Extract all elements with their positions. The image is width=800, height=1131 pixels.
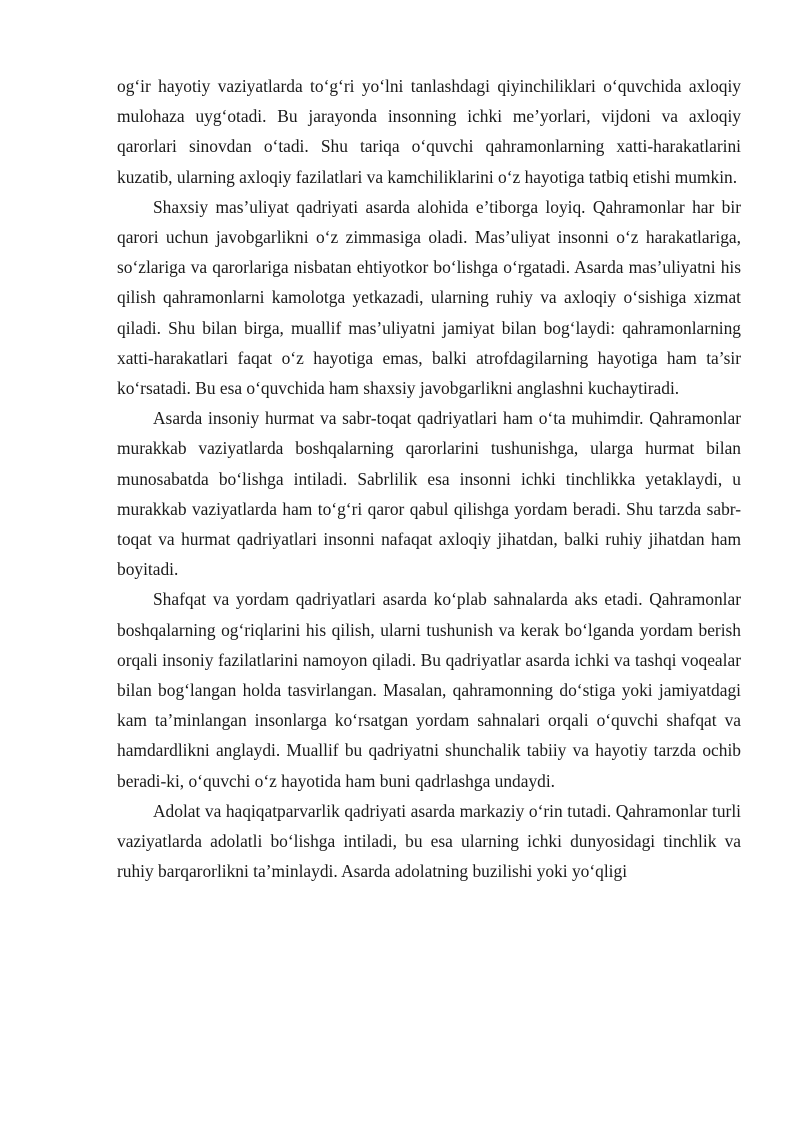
paragraph-justice-truth: Adolat va haqiqatparvarlik qadriyati asarda markaziy o‘rin tutadi. Qahramonlar turli vaziyatlarda adolatli bo‘lishga intiladi, bu esa ularning ichki dunyosidagi tinchlik va ruhiy barqarorlikni ta’minlaydi. Asarda adolatning buzilishi yoki yo‘qligi bbox=[117, 800, 741, 882]
document-page bbox=[117, 71, 741, 886]
paragraph-respect-patience: Asarda insoniy hurmat va sabr-toqat qadriyatlari ham o‘ta muhimdir. Qahramonlar murakkab vaziyatlarda boshqalarning qarorlarini tushunishga, ularga hurmat bilan munosabatda bo‘lishga intiladi. Sabrlilik esa insonni ichki tinchlikka yetaklaydi, u murakkab vaziyatlarda ham to‘g‘ri qaror qabul qilishga yordam beradi. Shu tarzda sabr-toqat va hurmat qadriyatlari insonni nafaqat axloqiy jihatdan, balki ruhiy jihatdan ham boyitadi. bbox=[117, 408, 741, 580]
paragraph-personal-responsibility: Shaxsiy mas’uliyat qadriyati asarda alohida e’tiborga loyiq. Qahramonlar har bir qarori uchun javobgarlikni o‘z zimmasiga oladi. Mas’uliyat insonni o‘z harakatlariga, so‘zlariga va qarorlariga nisbatan ehtiyotkor bo‘lishga o‘rgatadi. Asarda mas’uliyatni his qilish qahramonlarni kamolotga yetkazadi, ularning ruhiy va axloqiy o‘sishiga xizmat qiladi. Shu bilan birga, muallif mas’uliyatni jamiyat bilan bog‘laydi: qahramonlarning xatti-harakatlari faqat o‘z hayotiga emas, balki atrofdagilarning hayotiga ham ta’sir ko‘rsatadi. Bu esa o‘quvchida ham shaxsiy javobgarlikni anglashni kuchaytiradi. bbox=[117, 196, 741, 399]
paragraph-continuation: og‘ir hayotiy vaziyatlarda to‘g‘ri yo‘lni tanlashdagi qiyinchiliklari o‘quvchida axloqiy mulohaza uyg‘otadi. Bu jarayonda insonning ichki me’yorlari, vijdoni va axloqiy qarorlari sinovdan o‘tadi. Shu tariqa o‘quvchi qahramonlarning xatti-harakatlarini kuzatib, ularning axloqiy fazilatlari va kamchiliklarini o‘z hayotiga tatbiq etishi mumkin. bbox=[117, 76, 741, 187]
paragraph-compassion-help: Shafqat va yordam qadriyatlari asarda ko‘plab sahnalarda aks etadi. Qahramonlar boshqalarning og‘riqlarini his qilish, ularni tushunish va kerak bo‘lganda yordam berish orqali insoniy fazilatlarini namoyon qiladi. Bu qadriyatlar asarda ichki va tashqi voqealar bilan bog‘langan holda tasvirlangan. Masalan, qahramonning do‘stiga yoki jamiyatdagi kam ta’minlangan insonlarga ko‘rsatgan yordam sahnalari orqali o‘quvchi shafqat va hamdardlikni anglaydi. Muallif bu qadriyatni shunchalik tabiiy va hayotiy tarzda ochib beradi-ki, o‘quvchi o‘z hayotida ham buni qadrlashga undaydi. bbox=[117, 589, 741, 791]
